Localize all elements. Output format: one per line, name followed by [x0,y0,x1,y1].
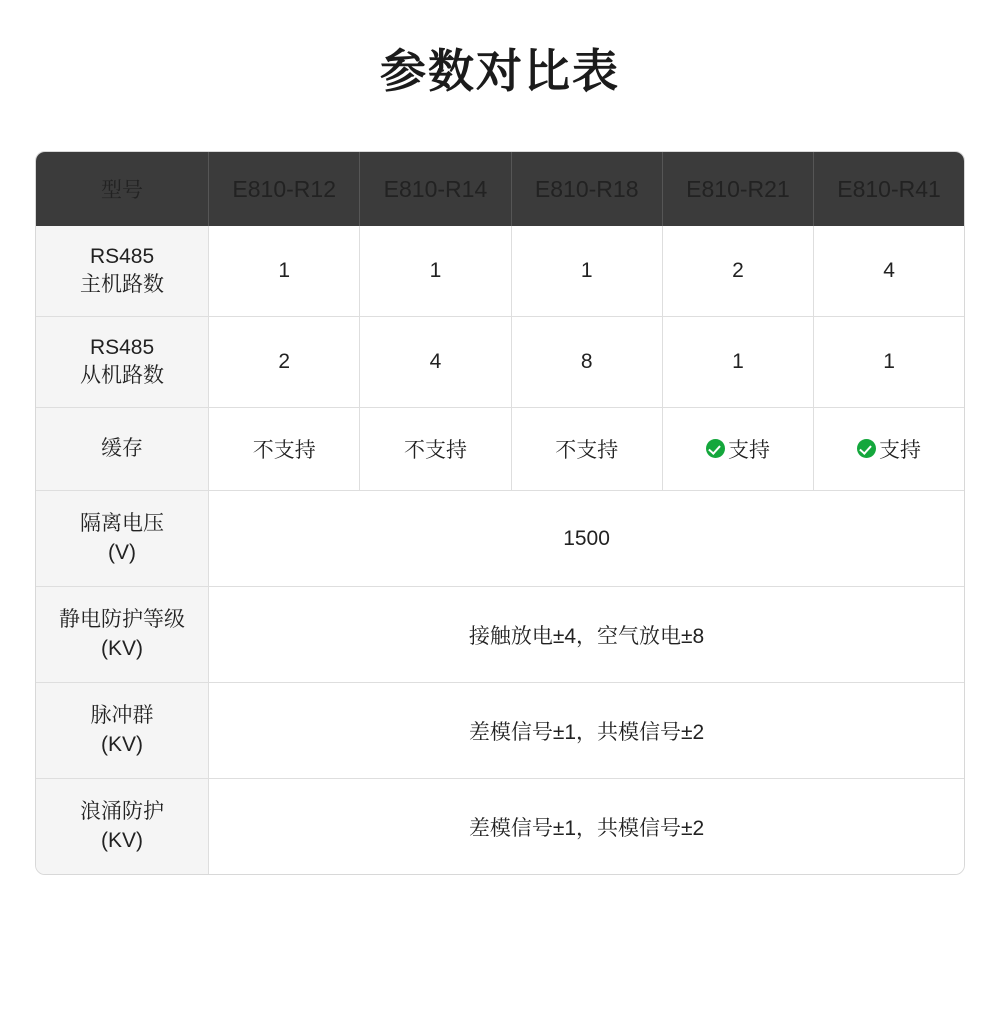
cell-cache-r18: 不支持 [511,408,662,491]
cell-surge-all: 差模信号±1，共模信号±2 [209,779,964,875]
row-label-line1: 隔离电压 [80,512,165,536]
row-label-line2: 从机路数 [80,364,165,388]
table-row [36,226,964,317]
table-header-row [36,152,964,226]
cell-rs485-master-r18: 1 [511,226,662,317]
row-label-line2: (KV) [101,732,144,756]
table-row [36,491,964,587]
row-label-line2: (KV) [101,636,144,660]
check-circle-icon [706,439,725,458]
table-row [36,317,964,408]
header-label: 型号 [36,152,209,226]
header-model-3: E810-R18 [511,152,662,226]
row-label-line2: (KV) [101,828,144,852]
row-label-surge [36,779,209,875]
table-row [36,408,964,491]
row-label-line1: 缓存 [101,437,144,461]
row-label-rs485-slave [36,317,209,408]
row-label-line1: RS485 [89,335,155,359]
cell-cache-r41-text: 支持 [879,438,922,462]
cell-rs485-master-r41: 4 [814,226,964,317]
row-label-line2: 主机路数 [80,273,165,297]
supported-indicator [706,434,770,464]
cell-isolation-voltage-all: 1500 [209,491,964,587]
row-label-line1: 浪涌防护 [80,800,165,824]
cell-eft-all: 差模信号±1，共模信号±2 [209,683,964,779]
cell-esd-all: 接触放电±4，空气放电±8 [209,587,964,683]
table-header [36,152,964,226]
cell-rs485-slave-r14: 4 [360,317,511,408]
header-model-4: E810-R21 [662,152,813,226]
spec-table-container [35,151,965,875]
cell-rs485-master-r12: 1 [209,226,360,317]
supported-indicator [857,434,921,464]
cell-cache-r41 [814,408,964,491]
cell-rs485-slave-r41: 1 [814,317,964,408]
table-row [36,779,964,875]
header-model-2: E810-R14 [360,152,511,226]
cell-cache-r21-text: 支持 [727,438,770,462]
row-label-cache [36,408,209,491]
page-title: 参数对比表 [380,45,620,97]
cell-rs485-slave-r21: 1 [662,317,813,408]
row-label-line1: 静电防护等级 [59,608,186,632]
cell-rs485-slave-r18: 8 [511,317,662,408]
table-row [36,683,964,779]
header-model-1: E810-R12 [209,152,360,226]
header-model-5: E810-R41 [814,152,964,226]
table-row [36,587,964,683]
spec-table [36,152,964,874]
table-body [36,226,964,874]
cell-rs485-slave-r12: 2 [209,317,360,408]
row-label-line2: (V) [108,540,137,564]
check-circle-icon [857,439,876,458]
cell-rs485-master-r21: 2 [662,226,813,317]
cell-rs485-master-r14: 1 [360,226,511,317]
cell-cache-r14: 不支持 [360,408,511,491]
row-label-line1: 脉冲群 [90,704,154,728]
row-label-eft [36,683,209,779]
cell-cache-r21 [662,408,813,491]
row-label-isolation-voltage [36,491,209,587]
row-label-esd [36,587,209,683]
row-label-line1: RS485 [89,244,155,268]
row-label-rs485-master [36,226,209,317]
cell-cache-r12: 不支持 [209,408,360,491]
